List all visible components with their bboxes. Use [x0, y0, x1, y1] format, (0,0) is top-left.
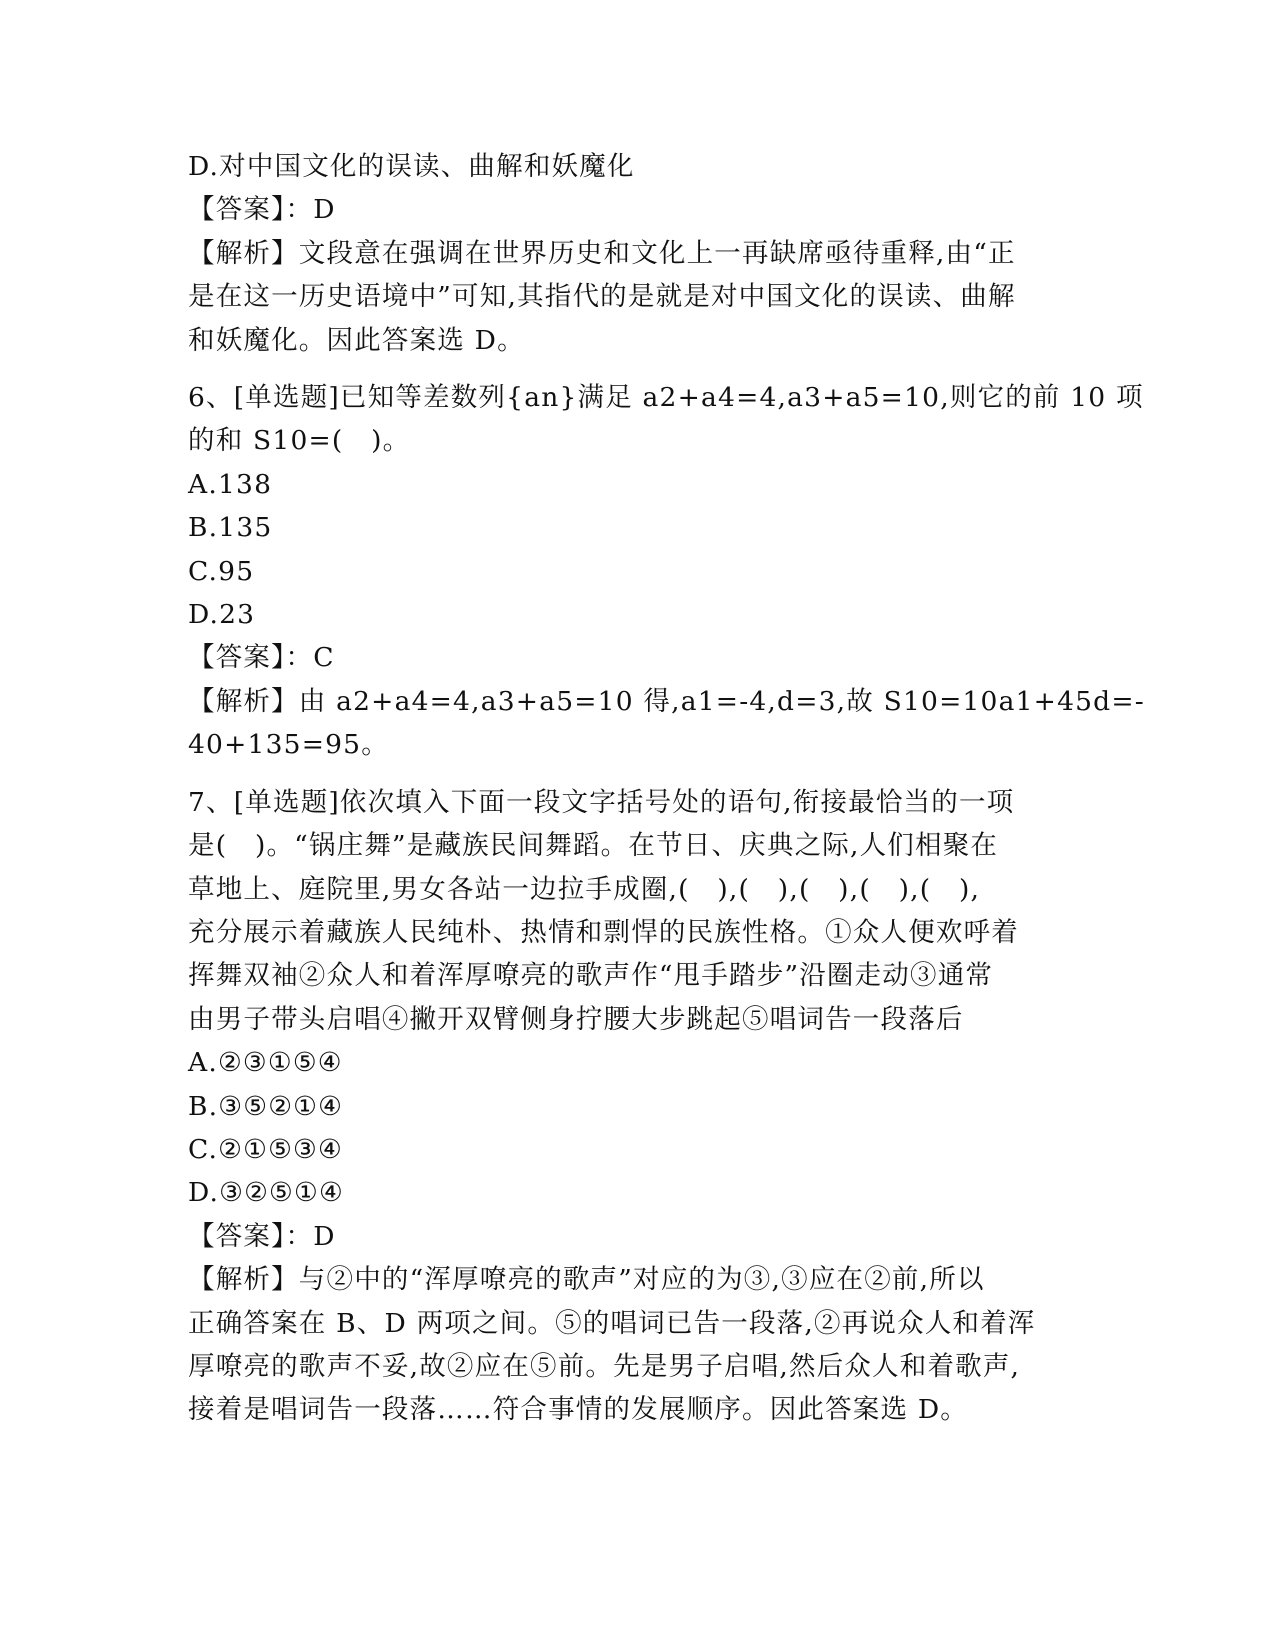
- option-c: C.②①⑤③④: [188, 1133, 343, 1165]
- question-stem: 6、[单选题]已知等差数列{an}满足 a2+a4=4,a3+a5=10,则它的前 10 项: [188, 382, 1144, 414]
- question-stem: 由男子带头启唱④撇开双臂侧身拧腰大步跳起⑤唱词告一段落后: [188, 1003, 964, 1035]
- question-stem: 挥舞双袖②众人和着浑厚嘹亮的歌声作“甩手踏步”沿圈走动③通常: [188, 960, 994, 992]
- analysis-line: 厚嘹亮的歌声不妥,故②应在⑤前。先是男子启唱,然后众人和着歌声,: [188, 1350, 1021, 1382]
- analysis-line: 【解析】与②中的“浑厚嘹亮的歌声”对应的为③,③应在②前,所以: [188, 1264, 985, 1296]
- analysis-line: 是在这一历史语境中”可知,其指代的是就是对中国文化的误读、曲解: [188, 281, 1016, 313]
- option-c: C.95: [188, 555, 255, 587]
- analysis-line: 正确答案在 B、D 两项之间。⑤的唱词已告一段落,②再说众人和着浑: [188, 1307, 1036, 1339]
- question-stem: 草地上、庭院里,男女各站一边拉手成圈,( ),( ),( ),( ),( ),: [188, 873, 981, 905]
- analysis-line: 【解析】文段意在强调在世界历史和文化上一再缺席亟待重释,由“正: [188, 237, 1016, 269]
- option-d: D.23: [188, 599, 256, 631]
- analysis-line: 和妖魔化。因此答案选 D。: [188, 324, 525, 356]
- analysis-line: 40+135=95。: [188, 729, 389, 761]
- option-d: D.对中国文化的误读、曲解和妖魔化: [188, 151, 635, 182]
- answer-line: 【答案】：C: [188, 642, 335, 674]
- answer-line: 【答案】：D: [188, 194, 336, 226]
- analysis-line: 【解析】由 a2+a4=4,a3+a5=10 得,a1=-4,d=3,故 S10=10a1+45d=-: [188, 685, 1145, 717]
- question-6-block: [188, 376, 1145, 767]
- option-a: A.②③①⑤④: [188, 1047, 343, 1079]
- question-stem: 是( )。“锅庄舞”是藏族民间舞蹈。在节日、庆典之际,人们相聚在: [188, 830, 999, 862]
- option-d: D.③②⑤①④: [188, 1177, 344, 1209]
- analysis-line: 接着是唱词告一段落……符合事情的发展顺序。因此答案选 D。: [188, 1394, 968, 1426]
- question-stem: 的和 S10=( )。: [188, 425, 411, 457]
- option-b: B.135: [188, 512, 273, 544]
- question-7-block: [188, 781, 1088, 1432]
- question-stem: 7、[单选题]依次填入下面一段文字括号处的语句,衔接最恰当的一项: [188, 786, 1015, 818]
- document-page: [188, 145, 1145, 1432]
- option-b: B.③⑤②①④: [188, 1090, 344, 1122]
- answer-line: 【答案】：D: [188, 1220, 336, 1252]
- question-5-block: [188, 145, 1088, 362]
- option-a: A.138: [188, 468, 273, 500]
- question-stem: 充分展示着藏族人民纯朴、热情和剽悍的民族性格。①众人便欢呼着: [188, 916, 1019, 948]
